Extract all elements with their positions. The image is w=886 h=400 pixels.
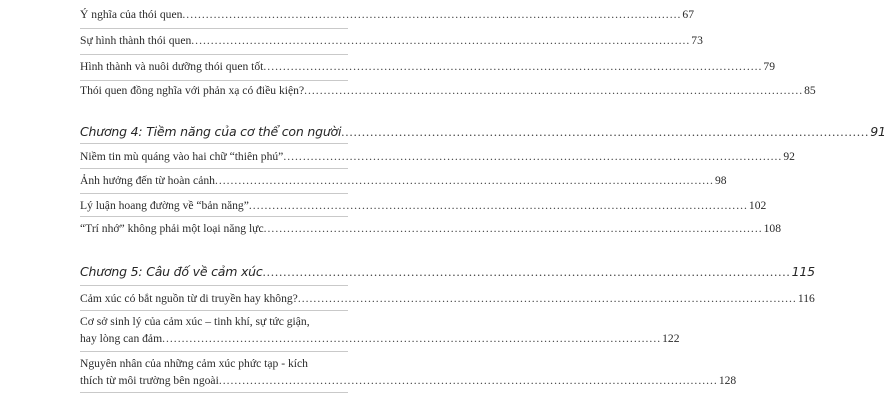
toc-entry	[80, 6, 694, 23]
toc-entry-title: thích từ môi trường bên ngoài	[80, 374, 219, 387]
dot-leader: ................................................................................................................................	[191, 34, 691, 47]
divider	[80, 285, 348, 286]
toc-entry	[80, 220, 782, 237]
toc-entry	[80, 197, 767, 214]
dot-leader: ................................................................................................................................	[304, 84, 804, 97]
dot-leader: ................................................................................................................................	[263, 60, 763, 73]
toc-entry-title: Hình thành và nuôi dưỡng thói quen tốt	[80, 60, 264, 73]
dot-leader: ................................................................................................................................	[297, 292, 797, 305]
toc-entry-title: Ảnh hưởng đến từ hoàn cảnh	[80, 174, 215, 187]
toc-entry-page: 73	[691, 34, 703, 47]
dot-leader: ................................................................................................................................	[248, 199, 748, 212]
chapter-title: Chương 4: Tiềm năng của cơ thể con người	[80, 124, 342, 139]
chapter-heading	[80, 124, 886, 140]
divider	[80, 80, 348, 81]
toc-entry-title: Sự hình thành thói quen	[80, 34, 192, 47]
divider	[80, 310, 348, 311]
toc-entry-title: Niềm tin mù quáng vào hai chữ “thiên phú”	[80, 150, 284, 163]
toc-entry	[80, 290, 815, 307]
dot-leader: ................................................................................................................................	[214, 174, 714, 187]
divider	[80, 28, 348, 29]
divider	[80, 351, 348, 352]
toc-entry-title: Lý luận hoang đường về “bản năng”	[80, 199, 249, 212]
toc-entry-title-line1: Cơ sở sinh lý của cảm xúc – tinh khí, sự tức giận,	[80, 315, 310, 328]
toc-entry-title: hay lòng can đảm	[80, 332, 163, 345]
toc-entry-page: 102	[748, 199, 767, 212]
toc-entry	[80, 355, 737, 389]
divider	[80, 216, 348, 217]
toc-entry	[80, 172, 727, 189]
chapter-title: Chương 5: Câu đố về cảm xúc	[80, 264, 263, 279]
toc-entry-page: 116	[797, 292, 815, 305]
dot-leader: ................................................................................................................................	[218, 374, 718, 387]
toc-entry-page: 108	[763, 222, 782, 235]
dot-leader: ................................................................................................................................	[182, 8, 682, 21]
toc-entry-title-line1: Nguyên nhân của những cảm xúc phức tạp - kích	[80, 357, 308, 370]
toc-entry	[80, 58, 775, 75]
dot-leader: ................................................................................................................................	[283, 150, 783, 163]
toc-entry-title: Ý nghĩa của thói quen	[80, 8, 183, 21]
toc-entry	[80, 148, 795, 165]
toc-entry-page: 128	[718, 374, 737, 387]
toc-entry-title: Thói quen đồng nghĩa với phản xạ có điều kiện?	[80, 84, 305, 97]
toc-entry	[80, 32, 703, 49]
toc-entry-page: 122	[662, 332, 680, 345]
chapter-heading	[80, 264, 815, 280]
divider	[80, 193, 348, 194]
toc-entry-page: 85	[804, 84, 816, 97]
divider	[80, 143, 348, 144]
toc-entry	[80, 313, 680, 347]
divider	[80, 168, 348, 169]
chapter-page: 115	[791, 264, 815, 279]
dot-leader: ................................................................................................................................	[341, 125, 870, 139]
dot-leader: ................................................................................................................................	[162, 332, 662, 345]
dot-leader: ................................................................................................................................	[263, 222, 763, 235]
toc-entry-page: 92	[783, 150, 795, 163]
toc-entry-title: Cảm xúc có bắt nguồn từ di truyền hay không?	[80, 292, 298, 305]
toc-entry-page: 98	[714, 174, 727, 187]
toc-entry-title: “Trí nhớ” không phải một loại năng lực	[80, 222, 264, 235]
divider	[80, 54, 348, 55]
toc-entry-page: 79	[763, 60, 775, 73]
toc-entry	[80, 82, 816, 99]
divider	[80, 392, 348, 393]
chapter-page: 91	[870, 124, 886, 139]
dot-leader: ................................................................................................................................	[262, 265, 791, 279]
toc-entry-page: 67	[682, 8, 694, 21]
